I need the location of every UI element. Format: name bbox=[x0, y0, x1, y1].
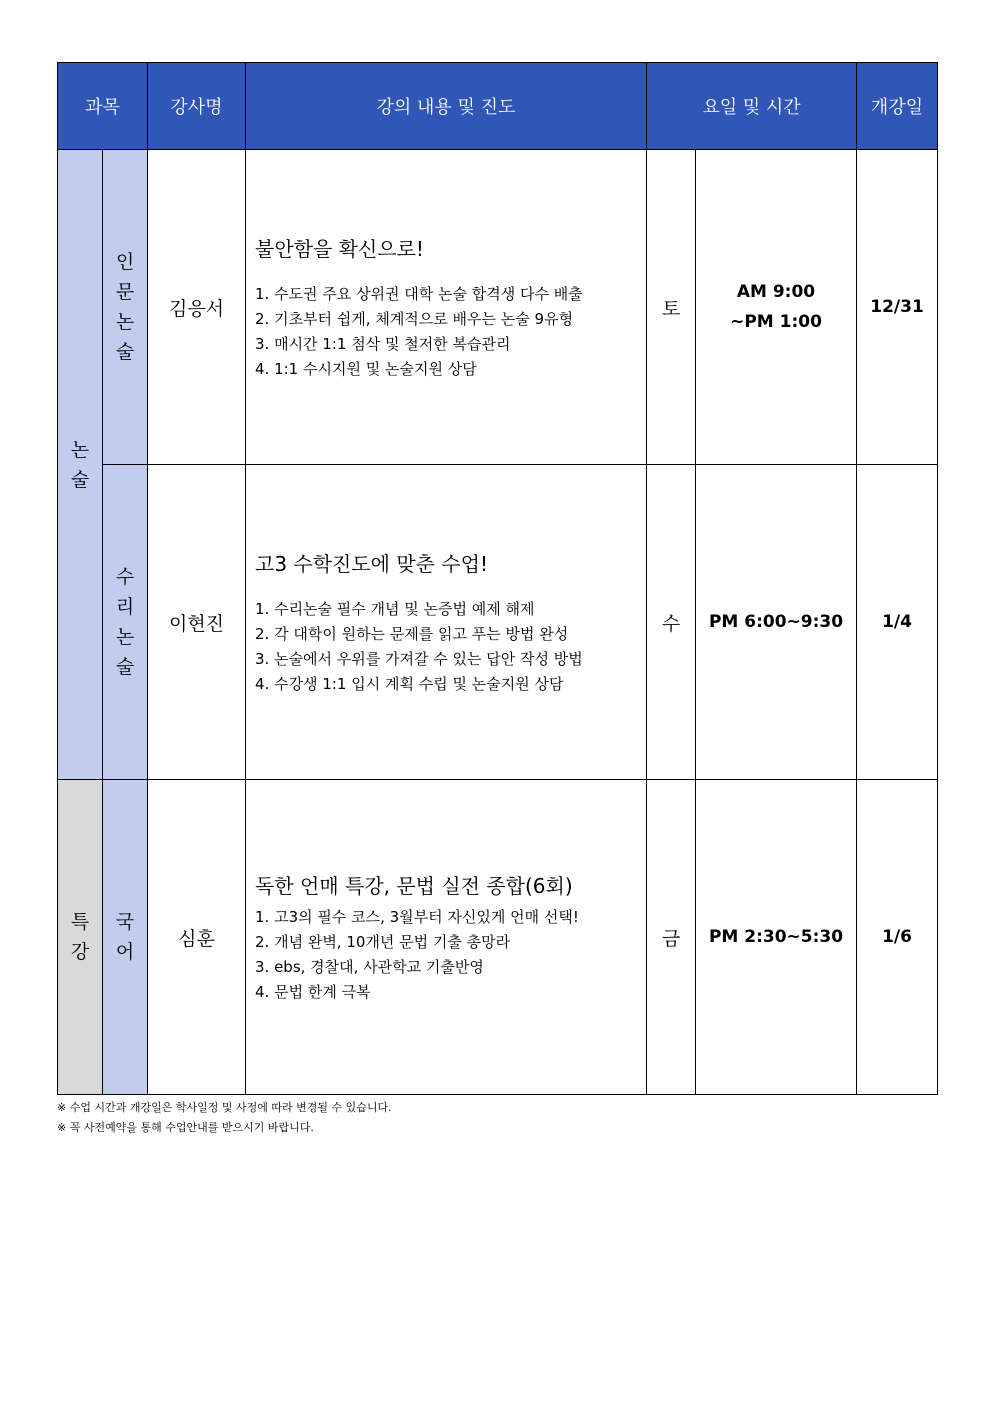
course-item: 2. 기초부터 쉽게, 체계적으로 배우는 논술 9유형 bbox=[255, 309, 574, 328]
course-items bbox=[255, 905, 642, 1005]
teacher-name: 심훈 bbox=[148, 780, 246, 1095]
header-row bbox=[58, 63, 938, 150]
course-row bbox=[58, 150, 938, 465]
course-row bbox=[58, 465, 938, 780]
course-item: 1. 수도권 주요 상위권 대학 논술 합격생 다수 배출 bbox=[255, 284, 583, 303]
footnotes bbox=[57, 1098, 392, 1138]
header-start-date: 개강일 bbox=[857, 63, 938, 150]
footnote: ※ 수업 시간과 개강일은 학사일정 및 사정에 따라 변경될 수 있습니다. bbox=[57, 1101, 392, 1114]
course-day: 수 bbox=[647, 465, 696, 780]
subject-label: 수 리 논 술 bbox=[103, 465, 148, 780]
footnote: ※ 꼭 사전예약을 통해 수업안내를 받으시기 바랍니다. bbox=[57, 1121, 314, 1134]
course-item: 4. 문법 한계 극복 bbox=[255, 982, 371, 1001]
course-content bbox=[246, 150, 647, 465]
course-time: PM 6:00~9:30 bbox=[696, 465, 857, 780]
course-content bbox=[246, 465, 647, 780]
header-schedule: 요일 및 시간 bbox=[647, 63, 857, 150]
subject-label: 인 문 논 술 bbox=[103, 150, 148, 465]
course-day: 금 bbox=[647, 780, 696, 1095]
course-time: AM 9:00 ~PM 1:00 bbox=[696, 150, 857, 465]
course-headline: 불안함을 확신으로! bbox=[255, 236, 424, 261]
group-label-nonsul: 논 술 bbox=[58, 150, 103, 780]
teacher-name: 김응서 bbox=[148, 150, 246, 465]
course-item: 3. 논술에서 우위를 가져갈 수 있는 답안 작성 방법 bbox=[255, 649, 583, 668]
course-day: 토 bbox=[647, 150, 696, 465]
course-time: PM 2:30~5:30 bbox=[696, 780, 857, 1095]
course-item: 4. 수강생 1:1 입시 계획 수립 및 논술지원 상담 bbox=[255, 674, 564, 693]
course-item: 1. 수리논술 필수 개념 및 논증법 예제 해제 bbox=[255, 599, 535, 618]
course-item: 2. 각 대학이 원하는 문제를 읽고 푸는 방법 완성 bbox=[255, 624, 569, 643]
group-label-special: 특 강 bbox=[58, 780, 103, 1095]
course-item: 4. 1:1 수시지원 및 논술지원 상담 bbox=[255, 359, 477, 378]
course-item: 3. ebs, 경찰대, 사관학교 기출반영 bbox=[255, 957, 484, 976]
teacher-name: 이현진 bbox=[148, 465, 246, 780]
course-item: 3. 매시간 1:1 첨삭 및 철저한 복습관리 bbox=[255, 334, 511, 353]
course-items bbox=[255, 282, 642, 382]
header-teacher: 강사명 bbox=[148, 63, 246, 150]
header-content: 강의 내용 및 진도 bbox=[246, 63, 647, 150]
course-content bbox=[246, 780, 647, 1095]
course-items bbox=[255, 597, 642, 697]
course-row bbox=[58, 780, 938, 1095]
course-schedule-table bbox=[57, 62, 938, 1095]
course-start-date: 12/31 bbox=[857, 150, 938, 465]
course-start-date: 1/6 bbox=[857, 780, 938, 1095]
course-headline: 고3 수학진도에 맞춘 수업! bbox=[255, 551, 489, 576]
course-start-date: 1/4 bbox=[857, 465, 938, 780]
header-subject: 과목 bbox=[58, 63, 148, 150]
subject-label: 국 어 bbox=[103, 780, 148, 1095]
course-item: 2. 개념 완벽, 10개년 문법 기출 총망라 bbox=[255, 932, 511, 951]
course-headline: 독한 언매 특강, 문법 실전 종합(6회) bbox=[255, 873, 573, 898]
course-item: 1. 고3의 필수 코스, 3월부터 자신있게 언매 선택! bbox=[255, 907, 579, 926]
